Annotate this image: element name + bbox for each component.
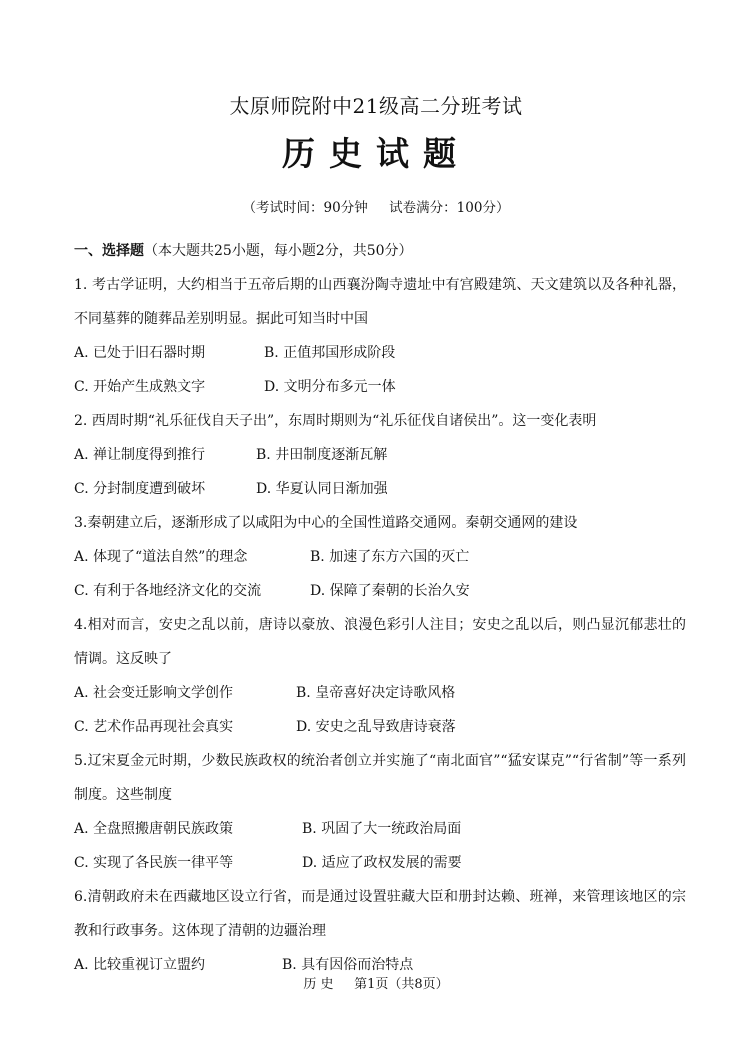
- option-row: [74, 540, 686, 574]
- option-a: A. 已处于旧石器时期: [74, 345, 206, 361]
- section-label: 一、选择题: [74, 243, 144, 259]
- option-c: C. 分封制度遭到破坏: [74, 481, 206, 497]
- option-d: D. 华夏认同日渐加强: [256, 481, 388, 497]
- question-6: [74, 880, 686, 982]
- option-a: A. 比较重视订立盟约: [74, 957, 206, 973]
- section-heading: [74, 240, 413, 260]
- option-a: A. 体现了“道法自然”的理念: [74, 549, 248, 565]
- option-row: [74, 846, 686, 880]
- option-d: D. 保障了秦朝的长治久安: [310, 583, 470, 599]
- option-c: C. 实现了各民族一律平等: [74, 855, 234, 871]
- option-c: C. 有利于各地经济文化的交流: [74, 583, 262, 599]
- option-b: B. 加速了东方六国的灭亡: [310, 549, 470, 565]
- question-stem: 6.清朝政府未在西藏地区设立行省，而是通过设置驻藏大臣和册封达赖、班禅，来管理该地区的宗教和行政事务。这体现了清朝的边疆治理: [74, 889, 686, 939]
- option-d: D. 适应了政权发展的需要: [302, 855, 462, 871]
- question-stem: 5.辽宋夏金元时期，少数民族政权的统治者创立并实施了“南北面官”“猛安谋克”“行省制”等一系列制度。这些制度: [74, 753, 686, 803]
- option-b: B. 井田制度逐渐瓦解: [256, 447, 388, 463]
- option-b: B. 具有因俗而治特点: [282, 957, 414, 973]
- option-b: B. 巩固了大一统政治局面: [302, 821, 462, 837]
- question-stem: 2. 西周时期“礼乐征伐自天子出”，东周时期则为“礼乐征伐自诸侯出”。这一变化表明: [74, 413, 597, 429]
- question-stem: 3.秦朝建立后，逐渐形成了以咸阳为中心的全国性道路交通网。秦朝交通网的建设: [74, 515, 578, 531]
- option-a: A. 禅让制度得到推行: [74, 447, 206, 463]
- option-row: [74, 812, 686, 846]
- option-b: B. 正值邦国形成阶段: [264, 345, 396, 361]
- page-footer: 历 史 第1页（共8页）: [303, 977, 449, 992]
- option-b: B. 皇帝喜好决定诗歌风格: [296, 685, 456, 701]
- option-c: C. 开始产生成熟文字: [74, 379, 206, 395]
- option-row: [74, 336, 686, 370]
- section-note: （本大题共25小题，每小题2分，共50分）: [144, 243, 413, 259]
- option-a: A. 社会变迁影响文学创作: [74, 685, 234, 701]
- subject-title: 历史试题: [282, 134, 470, 173]
- question-stem: 1. 考古学证明，大约相当于五帝后期的山西襄汾陶寺遗址中有宫殿建筑、天文建筑以及各种礼器，不同墓葬的随葬品差别明显。据此可知当时中国: [74, 277, 686, 327]
- option-row: [74, 574, 686, 608]
- option-row: [74, 370, 686, 404]
- option-row: [74, 710, 686, 744]
- school-title: 太原师院附中21级高二分班考试: [229, 94, 523, 118]
- question-list: [74, 268, 686, 982]
- exam-info: （考试时间：90分钟 试卷满分：100分）: [242, 200, 510, 216]
- question-2: [74, 404, 686, 506]
- question-4: [74, 608, 686, 744]
- question-1: [74, 268, 686, 404]
- option-d: D. 文明分布多元一体: [264, 379, 396, 395]
- question-5: [74, 744, 686, 880]
- question-3: [74, 506, 686, 608]
- option-row: [74, 676, 686, 710]
- option-row: [74, 438, 686, 472]
- question-stem: 4.相对而言，安史之乱以前，唐诗以豪放、浪漫色彩引人注目；安史之乱以后，则凸显沉郁悲壮的情调。这反映了: [74, 617, 686, 667]
- option-row: [74, 472, 686, 506]
- option-c: C. 艺术作品再现社会真实: [74, 719, 234, 735]
- option-d: D. 安史之乱导致唐诗衰落: [296, 719, 456, 735]
- option-a: A. 全盘照搬唐朝民族政策: [74, 821, 234, 837]
